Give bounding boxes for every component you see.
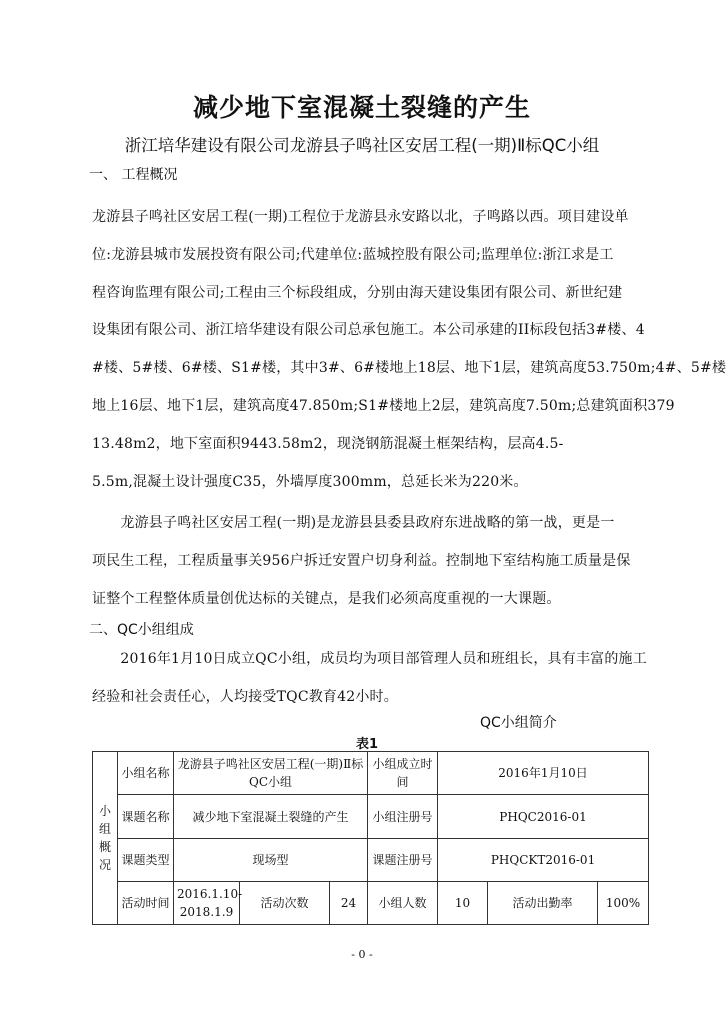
section-2-paragraph <box>92 641 648 717</box>
group-overview-label: 小组概况 <box>93 752 118 925</box>
text-line: 经验和社会责任心，人均接受TQC教育42小时。 <box>92 688 398 705</box>
topic-name-label: 课题名称 <box>118 795 174 839</box>
text-line: 项民生工程，工程质量事关956户拆迁安置户切身利益。控制地下室结构施工质量是保 <box>92 552 631 569</box>
topic-type-value: 现场型 <box>174 839 368 882</box>
group-size-value: 10 <box>438 882 488 925</box>
text-line: #楼、5#楼、6#楼、S1#楼，其中3#、6#楼地上18层、地下1层，建筑高度53.750m;4#、5#楼 <box>92 360 726 377</box>
text-line: 5.5m,混凝土设计强度C35，外墙厚度300mm，总延长米为220米。 <box>92 473 528 490</box>
document-subtitle: 浙江培华建设有限公司龙游县子鸣社区安居工程(一期)Ⅱ标QC小组 <box>124 136 600 155</box>
activity-time-label: 活动时间 <box>118 882 174 925</box>
text-line: 设集团有限公司、浙江培华建设有限公司总承包施工。本公司承建的II标段包括3#楼、4 <box>92 322 645 339</box>
topic-name-value: 减少地下室混凝土裂缝的产生 <box>174 795 368 839</box>
section-1-paragraph-2 <box>92 505 648 618</box>
group-size-label: 小组人数 <box>368 882 438 925</box>
text-line: 程咨询监理有限公司;工程由三个标段组成，分别由海天建设集团有限公司、新世纪建 <box>92 284 623 301</box>
group-registration-value: PHQC2016-01 <box>438 795 649 839</box>
table-intro-label: QC小组简介 <box>480 715 557 731</box>
activity-time-value: 2016.1.10-2018.1.9 <box>174 882 240 925</box>
section-1-heading: 一、 工程概况 <box>89 167 178 183</box>
founded-date-value: 2016年1月10日 <box>438 752 649 795</box>
attendance-rate-label: 活动出勤率 <box>488 882 598 925</box>
text-line: 证整个工程整体质量创优达标的关键点，是我们必须高度重视的一大课题。 <box>92 590 561 607</box>
document-title: 减少地下室混凝土裂缝的产生 <box>192 93 531 122</box>
topic-type-label: 课题类型 <box>118 839 174 882</box>
text-line: 2016年1月10日成立QC小组，成员均为项目部管理人员和班组长，具有丰富的施工 <box>92 651 647 667</box>
text-line: 龙游县子鸣社区安居工程(一期)是龙游县县委县政府东进战略的第一战，更是一 <box>92 515 615 531</box>
text-line: 位:龙游县城市发展投资有限公司;代建单位:蓝城控股有限公司;监理单位:浙江求是工 <box>92 246 614 263</box>
text-line: 13.48m2，地下室面积9443.58m2，现浇钢筋混凝土框架结构，层高4.5- <box>92 435 564 452</box>
section-1-paragraph-1 <box>92 199 726 501</box>
topic-registration-value: PHQCKT2016-01 <box>438 839 649 882</box>
qc-group-table <box>92 751 649 925</box>
group-name-value: 龙游县子鸣社区安居工程(一期)Ⅱ标QC小组 <box>174 752 368 795</box>
section-2-heading: 二、QC小组组成 <box>89 622 194 638</box>
text-line: 龙游县子鸣社区安居工程(一期)工程位于龙游县永安路以北，子鸣路以西。项目建设单 <box>92 209 629 225</box>
page-number: - 0 - <box>351 948 373 961</box>
founded-date-label: 小组成立时间 <box>368 752 438 795</box>
text-line: 地上16层、地下1层，建筑高度47.850m;S1#楼地上2层，建筑高度7.50m;总建筑面积379 <box>92 397 675 414</box>
table-caption: 表1 <box>356 737 379 752</box>
topic-registration-label: 课题注册号 <box>368 839 438 882</box>
group-name-label: 小组名称 <box>118 752 174 795</box>
attendance-rate-value: 100% <box>598 882 649 925</box>
activity-count-value: 24 <box>330 882 368 925</box>
activity-count-label: 活动次数 <box>240 882 330 925</box>
group-registration-label: 小组注册号 <box>368 795 438 839</box>
